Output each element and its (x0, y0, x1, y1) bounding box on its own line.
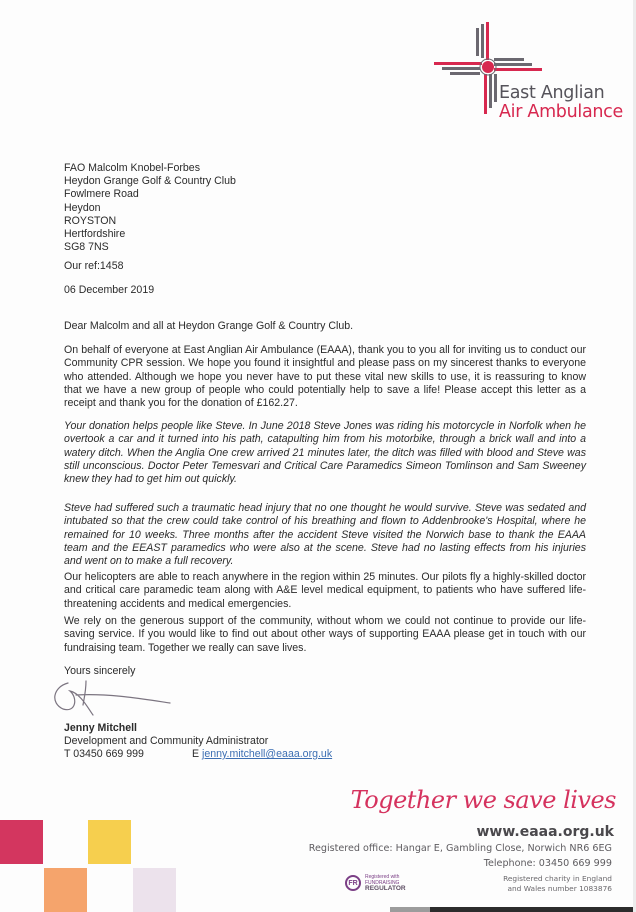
decor-square-lilac (133, 868, 176, 912)
address-line: Heydon Grange Golf & Country Club (64, 175, 236, 188)
regulator-small: Registered with (365, 874, 400, 880)
reference-number: Our ref:1458 (64, 260, 124, 272)
scan-edge-shadow-light (390, 907, 430, 912)
paragraph-helicopters: Our helicopters are able to reach anywhere in the region within 25 minutes. Our pilots fly a highly-skilled doctor and critical care paramedic team along with A&E level medical equipment, to patients who have suffered life-threatening accidents and medical emergencies. (64, 571, 586, 610)
signer-phone: T 03450 669 999 (64, 748, 144, 760)
paragraph-thanks: On behalf of everyone at East Anglian Air Ambulance (EAAA), thank you to you all for inviting us to conduct our Community CPR session. We hope you found it insightful and please pass on my sincerest thanks to everyone who attended. Although we hope you never have to put these vital new skills to use, it is reassuring to know that we have a new group of people who could potentially help to save a life! Please accept this letter as a receipt and thank you for the donation of £162.27. (64, 344, 586, 410)
address-line: ROYSTON (64, 214, 117, 227)
charity-line-2: and Wales number 1083876 (507, 884, 612, 893)
address-line: Heydon (64, 201, 101, 214)
paragraph-support: We rely on the generous support of the community, without whom we could not continue to provide our life-saving service. If you would like to find out about other ways of supporting EAAA please get in touch with our fundraising team. Together we really can save lives. (64, 615, 586, 654)
footer-tagline: Together we save lives (350, 786, 616, 814)
letter-date: 06 December 2019 (64, 284, 155, 296)
recipient-address (64, 162, 236, 254)
paragraph-story-intro: Your donation helps people like Steve. In June 2018 Steve Jones was riding his motorcycle in Norfolk when he overtook a car and it turned into his path, catapulting him from his motorbike, through a brick wall and into a watery ditch. When the Anglia One crew arrived 21 minutes later, the ditch was filled with blood and Steve was still unconscious. Doctor Peter Temesvari and Critical Care Paramedics Simeon Tomlinson and Sam Sweeney knew they had to get him out quickly. (64, 420, 586, 486)
address-line: Hertfordshire (64, 227, 126, 240)
handwritten-signature-icon (48, 673, 173, 718)
decor-square-red (0, 820, 43, 864)
closing: Yours sincerely (64, 665, 136, 677)
email-prefix: E (192, 748, 203, 760)
signer-name: Jenny Mitchell (64, 722, 137, 734)
fundraising-regulator-text (365, 874, 406, 892)
charity-registration (503, 874, 612, 894)
salutation: Dear Malcolm and all at Heydon Grange Golf & Country Club. (64, 320, 354, 332)
address-line: FAO Malcolm Knobel-Forbes (64, 162, 201, 174)
signer-email-link[interactable]: jenny.mitchell@eaaa.org.uk (202, 748, 333, 760)
fundraising-regulator-icon: FR (345, 875, 361, 891)
decor-square-orange (44, 868, 87, 912)
fundraising-regulator-badge (345, 874, 406, 892)
regulator-line2: REGULATOR (365, 885, 406, 892)
footer-telephone: Telephone: 03450 669 999 (483, 858, 612, 869)
footer-website: www.eaaa.org.uk (476, 824, 614, 840)
brand-wordmark (499, 84, 623, 122)
regulator-line1: FUNDRAISING (365, 880, 400, 886)
decor-square-yellow (88, 820, 131, 864)
signer-contact (64, 748, 404, 761)
footer-office-address: Registered office: Hangar E, Gambling Close, Norwich NR6 6EG (308, 843, 612, 854)
address-line: SG8 7NS (64, 241, 109, 254)
brand-line-1: East Anglian (499, 83, 605, 103)
signer-role: Development and Community Administrator (64, 735, 269, 747)
address-line: Fowlmere Road (64, 188, 139, 201)
paragraph-story-recovery: Steve had suffered such a traumatic head injury that no one thought he would survive. Steve was sedated and intubated so that the crew could take control of his breathing and flown to Addenbrooke's Hospital, where he remained for 10 weeks. Three months after the accident Steve visited the Norwich base to thank the EAAA team and the EEAST paramedics who were also at the scene. Steve had no lasting effects from his injuries and went on to make a full recovery. (64, 502, 586, 568)
brand-line-2: Air Ambulance (499, 102, 623, 122)
charity-line-1: Registered charity in England (503, 874, 612, 883)
